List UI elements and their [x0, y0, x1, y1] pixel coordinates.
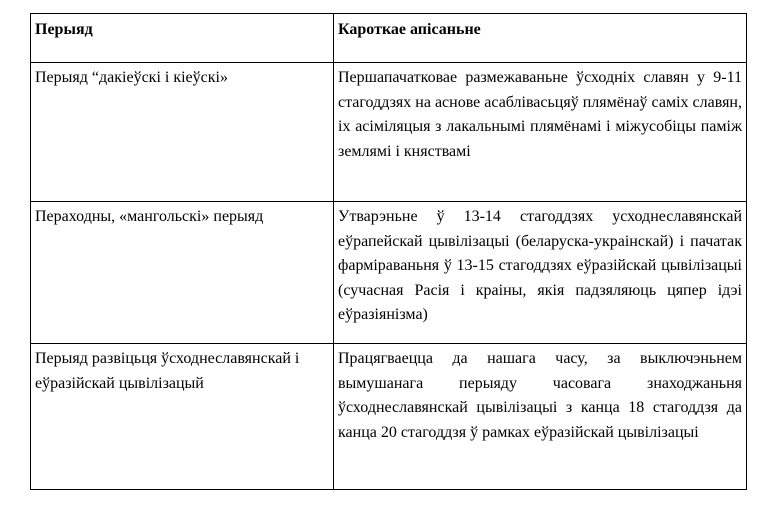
description-cell [334, 344, 747, 490]
description-text: Першапачатковае размежаваньне ўсходніх славян у 9-11 стагоддзях на аснове асаблівасьцяў плямёнаў саміх славян, іх асіміляцыя з лакальнымі плямёнамі і міжусобіцы паміж землямі і княствамі [338, 69, 742, 160]
table-row [31, 344, 747, 490]
period-cell [31, 344, 334, 490]
period-cell [31, 63, 334, 202]
header-description-label: Кароткае апісаньне [338, 21, 481, 38]
header-description [334, 14, 747, 63]
table-row [31, 202, 747, 344]
period-text: Перыяд “дакіеўскі і кіеўскі» [35, 69, 228, 86]
description-cell [334, 63, 747, 202]
period-text: Пераходны, «мангольскі» перыяд [35, 208, 264, 225]
periods-table [30, 13, 747, 490]
description-text: Працягваецца да нашага часу, за выключэньнем вымушанага перыяду часовага знаходжаньня ўсходнеславянскай цывілізацыі з канца 18 стагоддзя да канца 20 стагоддзя ў рамках еўразійскай цывілізацыі [338, 350, 742, 441]
table-row [31, 63, 747, 202]
description-text: Утварэньне ў 13-14 стагоддзях усходнеславянскай еўрапейскай цывілізацыі (беларуска-украінскай) і пачатак фарміраваньня ў 13-15 стагоддзях еўразійскай цывілізацыі (сучасная Расія і краіны, якія падзяляюць цяпер ідэі еўразіянізма) [338, 208, 742, 323]
table-header-row [31, 14, 747, 63]
period-text: Перыяд развіцьця ўсходнеславянскай і еўразійскай цывілізацый [35, 350, 300, 392]
period-cell [31, 202, 334, 344]
header-period [31, 14, 334, 63]
header-period-label: Перыяд [35, 21, 93, 38]
description-cell [334, 202, 747, 344]
